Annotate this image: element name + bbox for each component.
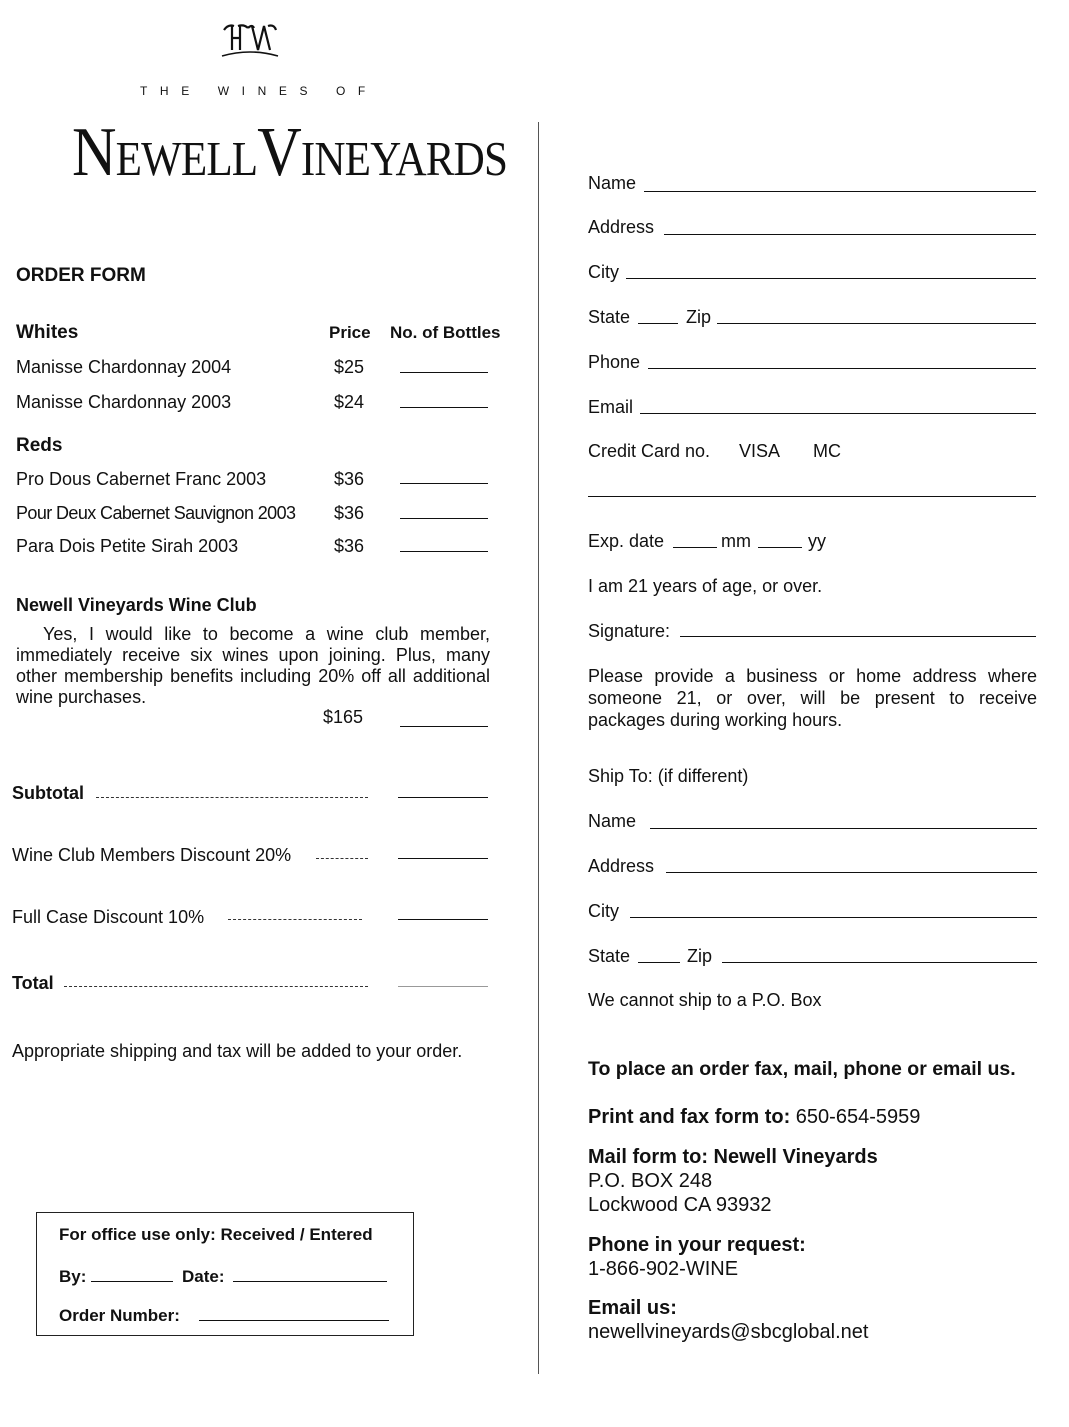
- ship-state-label: State: [588, 946, 631, 966]
- bottles-header: No. of Bottles: [390, 323, 501, 342]
- ship-name-field[interactable]: [650, 828, 1037, 829]
- name-field[interactable]: [644, 191, 1036, 192]
- credit-card-field[interactable]: [588, 496, 1036, 497]
- mc-option[interactable]: MC: [813, 441, 841, 461]
- club-discount-field[interactable]: [398, 858, 488, 859]
- reds-heading: Reds: [16, 435, 63, 456]
- contact-heading: To place an order fax, mail, phone or email us.: [588, 1058, 1016, 1080]
- ship-to-heading: Ship To: (if different): [588, 766, 749, 786]
- mail-line1: P.O. BOX 248: [588, 1170, 713, 1192]
- phone-field[interactable]: [648, 368, 1036, 369]
- ship-state-field[interactable]: [638, 962, 680, 963]
- office-use-box: [36, 1212, 414, 1336]
- shipping-note: Appropriate shipping and tax will be added to your order.: [12, 1041, 463, 1061]
- date-label: Date:: [182, 1267, 225, 1286]
- email-field[interactable]: [640, 413, 1036, 414]
- state-field[interactable]: [638, 323, 678, 324]
- bottles-field[interactable]: [400, 518, 488, 519]
- club-discount-label: Wine Club Members Discount 20%: [12, 845, 292, 865]
- phone-request-label: Phone in your request:: [588, 1234, 806, 1256]
- monogram-logo: [218, 20, 282, 69]
- order-number-field[interactable]: [199, 1320, 389, 1321]
- wine-club-field[interactable]: [400, 726, 488, 727]
- exp-date-label: Exp. date: [588, 531, 665, 551]
- club-discount-leader: [316, 858, 368, 859]
- signature-label: Signature:: [588, 621, 671, 641]
- state-label: State: [588, 307, 631, 327]
- po-box-note: We cannot ship to a P.O. Box: [588, 990, 822, 1010]
- case-discount-leader: [228, 919, 362, 920]
- total-label: Total: [12, 973, 54, 993]
- by-field[interactable]: [91, 1281, 173, 1282]
- subtotal-leader: [96, 797, 368, 798]
- exp-year-field[interactable]: [758, 547, 802, 548]
- wine-name: Para Dois Petite Sirah 2003: [16, 536, 239, 556]
- bottles-field[interactable]: [400, 407, 488, 408]
- delivery-note: Please provide a business or home address where someone 21, or over, will be present to receive packages during working hours.: [588, 666, 1037, 730]
- email-label: Email: [588, 397, 634, 417]
- ship-name-label: Name: [588, 811, 637, 831]
- office-title: For office use only: Received / Entered: [59, 1225, 373, 1244]
- subtotal-label: Subtotal: [12, 783, 84, 803]
- by-label: By:: [59, 1267, 87, 1286]
- phone-request-number: 1-866-902-WINE: [588, 1258, 739, 1280]
- wine-club-price: $165: [323, 707, 364, 727]
- wine-price: $25: [334, 357, 365, 377]
- bottles-field[interactable]: [400, 372, 488, 373]
- email-us-label: Email us:: [588, 1297, 677, 1319]
- exp-month-label: mm: [721, 531, 751, 551]
- date-field[interactable]: [233, 1281, 387, 1282]
- email-us-address[interactable]: newellvineyards@sbcglobal.net: [588, 1321, 869, 1343]
- signature-field[interactable]: [680, 636, 1036, 637]
- wine-price: $36: [334, 536, 365, 556]
- ship-zip-field[interactable]: [722, 962, 1037, 963]
- address-label: Address: [588, 217, 655, 237]
- price-header: Price: [329, 323, 371, 342]
- zip-label: Zip: [686, 307, 712, 327]
- address-field[interactable]: [664, 234, 1036, 235]
- wine-price: $36: [334, 469, 365, 489]
- fax-number: 650-654-5959: [795, 1106, 921, 1128]
- wine-name: Manisse Chardonnay 2004: [16, 357, 232, 377]
- order-form-title: ORDER FORM: [16, 265, 146, 286]
- mail-line2: Lockwood CA 93932: [588, 1194, 772, 1216]
- fax-label: Print and fax form to:: [588, 1106, 791, 1128]
- monogram-icon: [218, 20, 282, 64]
- ship-zip-label: Zip: [687, 946, 713, 966]
- total-field[interactable]: [398, 986, 488, 987]
- zip-field[interactable]: [717, 323, 1036, 324]
- visa-option[interactable]: VISA: [739, 441, 781, 461]
- logo-brand: NewellVineyards: [72, 114, 508, 191]
- phone-label: Phone: [588, 352, 641, 372]
- name-label: Name: [588, 173, 637, 193]
- age-statement: I am 21 years of age, or over.: [588, 576, 823, 596]
- fax-line: [588, 1106, 920, 1129]
- mail-label: Mail form to: Newell Vineyards: [588, 1146, 878, 1168]
- exp-year-label: yy: [808, 531, 826, 551]
- ship-address-label: Address: [588, 856, 655, 876]
- exp-month-field[interactable]: [673, 547, 717, 548]
- logo-tagline: THE WINES OF: [140, 84, 378, 98]
- case-discount-label: Full Case Discount 10%: [12, 907, 205, 927]
- bottles-field[interactable]: [400, 551, 488, 552]
- wine-club-text: Yes, I would like to become a wine club member, immediately receive six wines upon joining. Plus, many other membership benefits including 20% off all additional wine purchases.: [16, 624, 490, 707]
- column-divider: [538, 122, 539, 1374]
- bottles-field[interactable]: [400, 483, 488, 484]
- wine-name: Pro Dous Cabernet Franc 2003: [16, 469, 267, 489]
- credit-card-label: Credit Card no.: [588, 441, 711, 461]
- ship-address-field[interactable]: [666, 872, 1037, 873]
- city-field[interactable]: [626, 278, 1036, 279]
- total-leader: [64, 986, 368, 987]
- wine-club-heading: Newell Vineyards Wine Club: [16, 595, 257, 615]
- ship-city-label: City: [588, 901, 619, 921]
- wine-name: Pour Deux Cabernet Sauvignon 2003: [16, 503, 296, 523]
- wine-price: $24: [334, 392, 365, 412]
- city-label: City: [588, 262, 619, 282]
- wine-price: $36: [334, 503, 365, 523]
- wine-name: Manisse Chardonnay 2003: [16, 392, 232, 412]
- case-discount-field[interactable]: [398, 919, 488, 920]
- subtotal-field[interactable]: [398, 797, 488, 798]
- ship-city-field[interactable]: [630, 917, 1037, 918]
- order-number-label: Order Number:: [59, 1306, 180, 1325]
- whites-heading: Whites: [16, 322, 79, 343]
